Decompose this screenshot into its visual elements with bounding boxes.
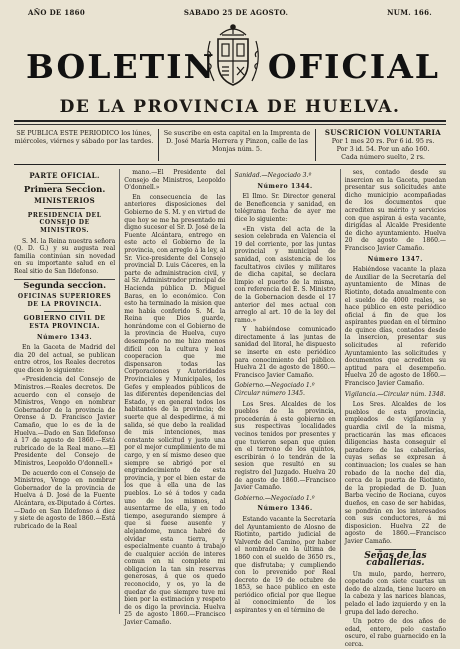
government-heading: GOBIERNO CIVIL DE ESTA PROVINCIA. bbox=[23, 315, 106, 330]
ministries-heading: MINISTERIOS bbox=[34, 196, 96, 206]
section-label: Gobierno.—Negociado 1.º Circular número 1345. bbox=[234, 382, 315, 398]
paragraph: En la Gaceta de Madrid del dia 20 del actual, se publican entre otros, los Reales decretos que dicen lo siguiente: bbox=[14, 344, 116, 374]
dateline bbox=[14, 8, 446, 17]
separator bbox=[44, 208, 85, 209]
article-columns bbox=[14, 169, 446, 649]
part-heading: PARTE OFICIAL. bbox=[29, 171, 100, 180]
top-rule bbox=[14, 120, 446, 122]
paragraph: Estando vacante la Secretaría del Ayuntamiento de Alosno de Riotinto, partido judicial de Valverde del Camino, por haber el nombrado en la última de 1860 con el sueldo de 3650 rs., que disfrutaba; y cumpliendo con lo prevenido por Real decreto de 19 de octubre de 1853, se hace público en este periódico oficial por que llegue al conocimiento de los aspirantes y en el término de bbox=[234, 515, 336, 615]
paragraph: mano.—El Presidente del Consejo de Ministros, Leopoldo O'donnell.» bbox=[124, 169, 226, 192]
paragraph: Un potro de dos años de edad, entero, pelo castaño oscuro, el rabo guarnecido en la cerca. bbox=[344, 618, 446, 649]
subscription-office: Se suscribe en esta capital en la Imprenta de D. José María Herrera y Pinzon, calle de las Monjas núm. 5. bbox=[158, 129, 316, 161]
section-label: Sanidad.—Negociado 3.º bbox=[234, 172, 312, 179]
separator bbox=[14, 279, 115, 280]
paragraph: De acuerdo con el Consejo de Ministros, Vengo en nombrar Gobernador de la provincia de Huelva á D. José de la Fuente Alcántara, ex-Diputado á Córtes.—Dado en San Ildefonso á diez y siete de agosto de 1860.—Está rubricado de la Real bbox=[14, 469, 116, 530]
masthead bbox=[14, 19, 446, 93]
separator bbox=[44, 183, 85, 184]
subscription-heading: SUSCRICION VOLUNTARIA bbox=[324, 128, 442, 137]
section-heading: Primera Seccion. bbox=[23, 184, 106, 195]
section-heading: Segunda seccion. bbox=[23, 280, 107, 291]
horses-heading: Señas de las caballerías. bbox=[364, 550, 427, 569]
paragraph: «Presidencia del Consejo de Ministros.—Reales decretos. De acuerdo con el consejo de Ministros, Vengo en nombrar Gobernador de la provincia de Orense á D. Francisco Javier Camaño, que lo es de la de Huelva.—Dado en San Ildefonso á 17 de agosto de 1860.—Está rubricado de la Real mano.—El Presidente del Consejo de Ministros, Leopoldo O'donnell.» bbox=[14, 376, 116, 467]
title-boletin: BOLETIN bbox=[26, 47, 216, 86]
royal-crest-icon bbox=[200, 21, 266, 91]
title-oficial: OFICIAL bbox=[267, 47, 440, 86]
paragraph: Los Sres. Alcaldes de los pueblos de la provincia, procederán á este gobierno en sus respectivas localidades vecinos tenidos por presentes y que tuvieron sepan que quien en el terreno de los quintos, escribirán ó lo tendrán de la sesion que resultó en su registro del Juzgado. Huelva 20 de agosto de 1860.—Francisco Javier Camaño. bbox=[234, 400, 336, 492]
paragraph: En consecuencia de las anteriores disposiciones del Gobierno de S. M. y en virtud de que hoy se me ha presentado mi digno sucesor el Sr. D. José de la Fuente Alcántara, entrego en este acto el Gobierno de la provincia, con arreglo á la ley, al Sr. Vice-presidente del Consejo provincial D. Luis Cáceres, en la parte de administracion civil, y al Sr. Administrador principal de Hacienda pública D. Miguel Baras, en lo económico. Con esto ha terminado la mision que me había conferido S. M. la Reina que Dios guarde, honrándome con el Gobierno de la provincia de Huelva, cuyo desempeño no me hizo menos difícil con la cultura y leal cooperacion que me dispensaron todas las Corporaciones y Autoridades Provinciales y Municipales, los Gefes y empleados públicos de las diferentes dependencias del Estado, y en general todos los habitantes de la provincia; de suerte que al despedirme, á mi salida, sé que debo la realidad de mis intenciones, mas constante solicitud y justo una por el mejor cumplimiento de mi cargo, y en sí mismo deseo que siempre se abrigó por el engrandecimiento de esta provincia, y por el bien estar de los que á ella una de las pueblos. Lo sé á todos y cada uno de los mismos, al ausentarme de ella, y en todo tiempo, asegurando siempre á que si fuese ausente y alejandome, nunca habré de olvidar esta tierra, y especialmente cuanto á trabajo de cualquier acción de interes comun en ni complete mi obligacion la tan sin reservas generosas, á que os quedo reconocido, y os, yo la de quedar de que siempre tuve mi bien por la estimacion y respeto de os digo la provincia. Huelva 25 de agosto 1860.—Francisco Javier Camaño. bbox=[124, 193, 226, 627]
separator bbox=[375, 549, 416, 550]
number-heading: Número 1344. bbox=[257, 182, 313, 190]
issue-number: NUM. 166. bbox=[387, 8, 432, 17]
subscription-bar bbox=[14, 125, 446, 165]
issue-date: SABADO 25 DE AGOSTO. bbox=[183, 8, 289, 17]
paragraph: Un mulo, pardo, herrero, copetado con siete cuartas un dedo de alzada, tiene lucero en la cabeza y las narices blancas, pelado el lado izquierdo y en la grupa del lado derecho. bbox=[344, 570, 446, 616]
paragraph: S. M. la Reina nuestra señora (Q. D. G.) y su augusta real familia continúan sin novedad en su importante salud en el Real sitio de San Ildefonso. bbox=[14, 237, 116, 275]
presidency-heading: PRESIDENCIA DEL CONSEJO DE MINISTROS. bbox=[27, 211, 102, 234]
price-line: Por 3 id. 54. Por un año 160. bbox=[336, 145, 430, 153]
separator bbox=[44, 311, 85, 312]
column-3 bbox=[230, 169, 336, 614]
paragraph: ses, contado desde su insercion en la Gaceta, puedan presentar sus solicitudes ante dicho municipio acompañadas de los documentos que acrediten su mérito y servicios con que aspiran á esta vacante, dirigidas al Alcalde Presidente de dicho ayuntamiento. Huelva 20 de agosto de 1860.—Francisco Javier Camaño. bbox=[344, 169, 446, 252]
subtitle-province: DE LA PROVINCIA DE HUELVA. bbox=[59, 97, 401, 117]
issue-year: AÑO DE 1860 bbox=[28, 8, 85, 17]
publication-schedule: SE PUBLICA ESTE PERIODICO los lúnes, miércoles, viérnes y sábado por las tardes. bbox=[14, 129, 154, 145]
price-line: Por 1 mes 20 rs. Por 6 id. 95 rs. bbox=[331, 137, 435, 145]
column-2 bbox=[119, 169, 226, 627]
number-heading: Número 1343. bbox=[36, 333, 93, 341]
price-line: Cada número suelto, 2 rs. bbox=[341, 153, 425, 161]
section-label: Vigilancia.—Circular núm. 1348. bbox=[344, 390, 446, 398]
column-4 bbox=[340, 169, 446, 649]
paragraph: El Ilmo. Sr. Director general de Beneficencia y sanidad, en telégrama fecha de ayer me dice lo siguiente: bbox=[234, 193, 336, 223]
paragraph: Los Sres. Alcaldes de los pueblos de esta provincia, empleados de vigilancia y guardia civil de la misma, practicarán las mas eficaces diligencias hasta conseguir el paradero de las caballerías, cuyas señas se expresan á continuacion; los cuales se han robado de la noche del dia, cerca de la puerta de Riotinto, de la propiedad de D. Juan Barba vecino de Rociana, cuyos dueños, en caso de ser habidas, se pondrán en los interesados con sus conductores, á mi disposicion. Huelva 22 de agosto de 1860.—Francisco Javier Camaño. bbox=[344, 401, 446, 545]
column-1 bbox=[14, 169, 115, 614]
subscription-prices bbox=[316, 129, 446, 161]
offices-heading: OFICINAS SUPERIORES DE LA PROVINCIA. bbox=[17, 293, 112, 308]
paragraph: Y habiéndose comunicado directamente á las juntas de sanidad del litoral, he dispuesto se inserte en este periódico para conocimiento del público. Huelva 21 de agosto de 1860.—Francisco Javier Camaño. bbox=[234, 326, 336, 379]
paragraph: Habiéndose vacante la plaza de Auxiliar de la Secretaría del ayuntamiento de Minas de Riotinto, dotada anualmente con el sueldo de 4000 reales, se hace público en este periódico oficial á fin de que los aspirantes puedan en el término de quince días, contados desde la insercion, presentar sus solicitudes al referido Ayuntamiento las solicitudes y documentos que acrediten su aptitud para el desempeño. Huelva 20 de agosto de 1860.—Francisco Javier Camaño. bbox=[344, 266, 446, 388]
section-label: Gobierno.—Negociado 1.º bbox=[234, 494, 315, 502]
number-heading: Número 1346. bbox=[257, 505, 313, 513]
paragraph: «En vista del acta de la sesion celebrada en Valencia el 19 del corriente, por las juntas provincial y municipal de sanidad, con asistencia de los facultativos civiles y militares de dicha capital, se declara limpio el puerto de la misma, con referencia del E. S. Ministro de la Gobernacion desde el 17 anterior del mes actual con arreglo al art. 10 de la ley del ramo.» bbox=[234, 225, 336, 324]
number-heading: Número 1347. bbox=[367, 255, 423, 263]
